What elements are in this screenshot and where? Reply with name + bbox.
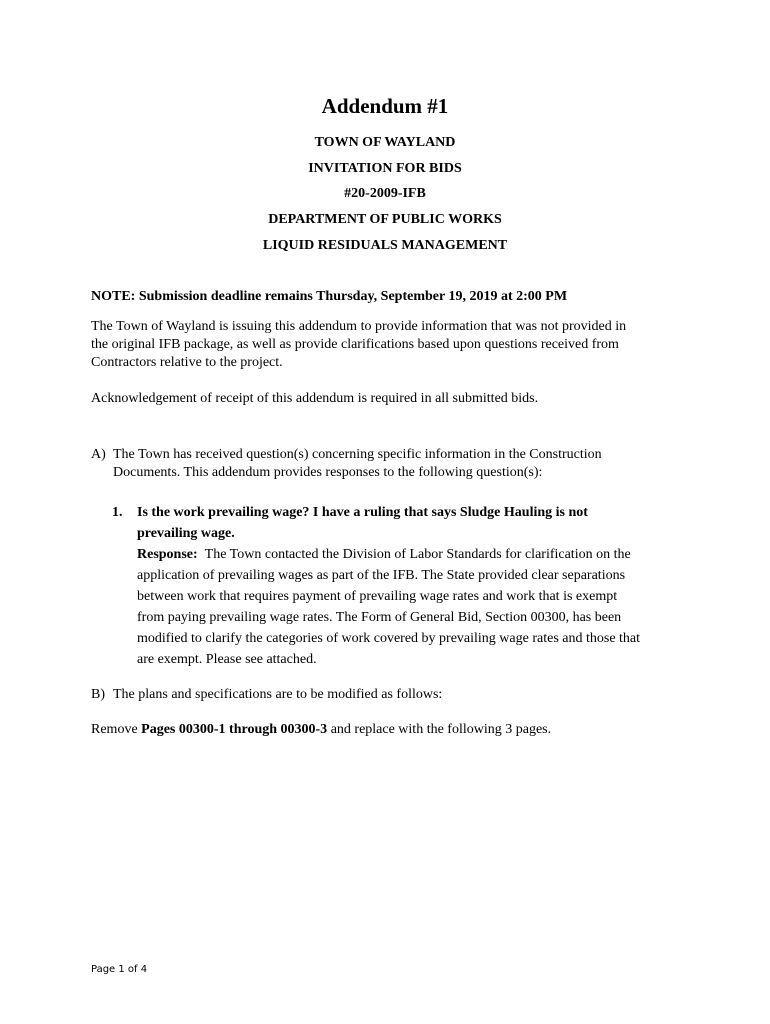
question-line: Is the work prevailing wage? I have a ruling that says Sludge Hauling is not (137, 505, 588, 520)
question-number: 1. (112, 505, 123, 520)
response-line: between work that requires payment of prevailing wage rates and work that is exempt (137, 589, 618, 604)
intro-line: The Town of Wayland is issuing this addendum to provide information that was not provided in (91, 319, 627, 334)
response-line: modified to clarify the categories of work covered by prevailing wage rates and those that (137, 631, 641, 646)
response-line: from paying prevailing wage rates. The Form of General Bid, Section 00300, has been (137, 610, 622, 625)
section-a-marker: A) (91, 447, 106, 462)
intro-line: Contractors relative to the project. (91, 355, 283, 370)
section-b-marker: B) (91, 687, 105, 702)
response-text: The Town contacted the Division of Labor Standards for clarification on the (204, 547, 631, 562)
header-bid-number: #20-2009-IFB (344, 186, 426, 201)
page-number-footer: Page 1 of 4 (91, 964, 148, 975)
section-a-text (113, 446, 602, 482)
response-first-line (137, 544, 697, 565)
remove-suffix: and replace with the following 3 pages. (327, 722, 552, 737)
remove-prefix: Remove (91, 722, 142, 737)
acknowledgement-paragraph: Acknowledgement of receipt of this addendum is required in all submitted bids. (91, 391, 539, 406)
section-b-text: The plans and specifications are to be modified as follows: (113, 687, 443, 702)
header-invitation: INVITATION FOR BIDS (308, 161, 462, 176)
remove-pages-line (91, 721, 691, 739)
question-line: prevailing wage. (137, 526, 235, 541)
intro-paragraph (91, 318, 691, 372)
header-project: LIQUID RESIDUALS MANAGEMENT (262, 238, 508, 253)
header-department: DEPARTMENT OF PUBLIC WORKS (268, 212, 502, 227)
remove-pages-bold: Pages 00300-1 through 00300-3 (141, 722, 328, 737)
question-body (137, 502, 697, 670)
intro-line: the original IFB package, as well as provide clarifications based upon questions received from (91, 337, 619, 352)
response-label: Response: (137, 547, 198, 562)
document-title: Addendum #1 (321, 94, 449, 118)
section-a-line: The Town has received question(s) concerning specific information in the Construction (113, 447, 602, 462)
deadline-note: NOTE: Submission deadline remains Thursday, September 19, 2019 at 2:00 PM (91, 289, 568, 304)
section-a-line: Documents. This addendum provides responses to the following question(s): (113, 465, 543, 480)
response-line: are exempt. Please see attached. (137, 652, 317, 667)
response-line: application of prevailing wages as part of the IFB. The State provided clear separations (137, 568, 626, 583)
header-town: TOWN OF WAYLAND (314, 135, 456, 150)
